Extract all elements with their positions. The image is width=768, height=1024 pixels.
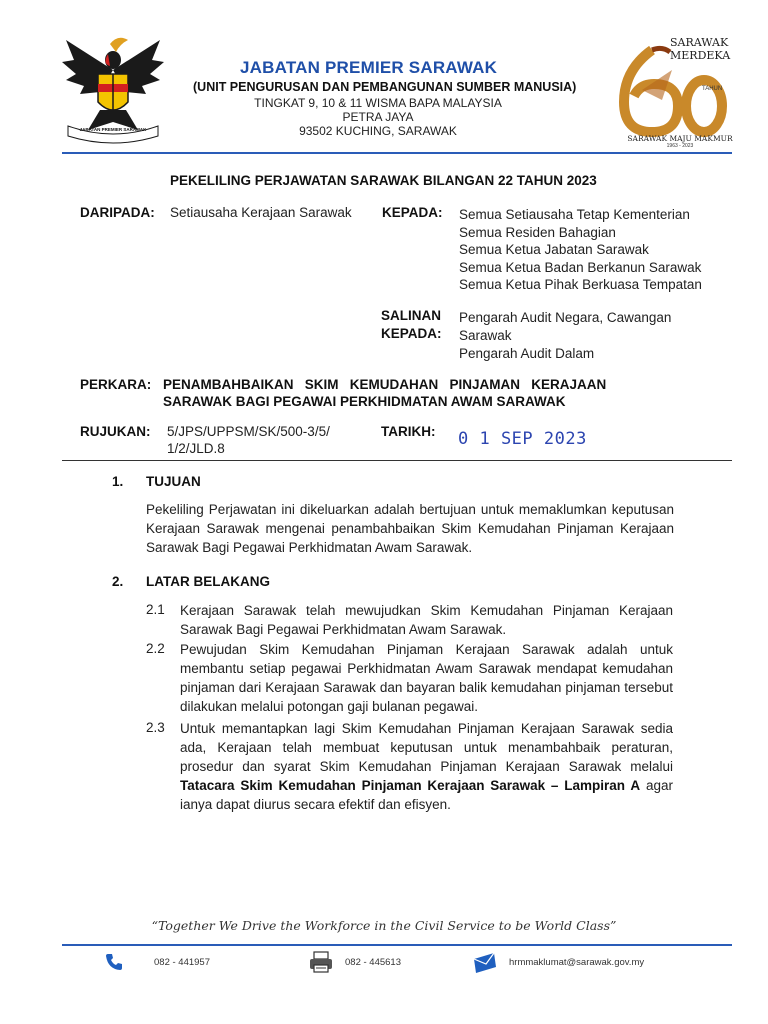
state-crest: [58, 30, 168, 145]
email-address[interactable]: hrmmaklumat@sarawak.gov.my: [509, 957, 645, 968]
address-line-3: 93502 KUCHING, SARAWAK: [299, 124, 457, 138]
kepada-item: Semua Setiausaha Tetap Kementerian: [459, 207, 690, 222]
para-2-2-text: Pewujudan Skim Kemudahan Pinjaman Kerajaan Sarawak adalah untuk membantu setiap pegawai Perkhidmatan Awam Sarawak mendapat kemudahan pinjaman dari Kerajaan Sarawak dan bayaran balik kemudahan pinjaman tersebut dilakukan melalui potongan gaji bulanan pegawai.: [180, 642, 673, 714]
salinan-label: SALINAN: [381, 308, 441, 323]
kepada-item: Semua Residen Bahagian: [459, 224, 616, 240]
logo-motto: SARAWAK MAJU MAKMUR: [627, 134, 733, 143]
para-2-3-text-b: agar ianya dapat diurus secara efektif dan efisyen.: [180, 778, 673, 812]
fax-number: 082 - 445613: [345, 957, 401, 968]
fax-icon: [309, 951, 333, 978]
daripada-value: Setiausaha Kerajaan Sarawak: [170, 205, 352, 220]
salinan-item: Pengarah Audit Dalam: [459, 346, 595, 361]
logo-tahun: TAHUN: [702, 86, 723, 92]
kepada-item: Semua Ketua Badan Berkanun Sarawak: [459, 259, 702, 275]
rujukan-line-2: 1/2/JLD.8: [167, 441, 225, 456]
salinan-kepada-label: KEPADA:: [381, 326, 442, 341]
header-divider: [62, 152, 732, 154]
para-2-1-number: 2.1: [146, 602, 165, 617]
section-1-number: 1.: [112, 474, 124, 489]
address-line-1: TINGKAT 9, 10 & 11 WISMA BAPA MALAYSIA: [254, 96, 502, 110]
salinan-item: Pengarah Audit Negara, Cawangan: [459, 310, 672, 325]
footer-motto: “Together We Drive the Workforce in the Civil Service to be World Class”: [151, 918, 617, 933]
lampiran-a-reference: Tatacara Skim Kemudahan Pinjaman Kerajaan Sarawak – Lampiran A: [180, 778, 641, 793]
para-2-3-text-a: Untuk memantapkan lagi Skim Kemudahan Pinjaman Kerajaan Sarawak sedia ada, Kerajaan telah membuat keputusan untuk menambahbaik peraturan, prosedur dan syarat Skim Kemudahan Pinjaman Kerajaan Sarawak melalui: [180, 721, 673, 774]
section-2-heading: LATAR BELAKANG: [146, 574, 270, 589]
sarawak-60-logo: [612, 30, 742, 150]
perkara-label: PERKARA:: [80, 377, 152, 392]
phone-number: 082 - 441957: [154, 957, 210, 968]
salinan-list: [459, 309, 671, 363]
rujukan-line-1: 5/JPS/UPPSM/SK/500-3/5/: [167, 424, 330, 439]
logo-years: 1963 - 2023: [666, 143, 694, 149]
section-1-heading: TUJUAN: [146, 474, 201, 489]
kepada-label: KEPADA:: [382, 205, 443, 220]
para-2-1-text: Kerajaan Sarawak telah mewujudkan Skim Kemudahan Pinjaman Kerajaan Sarawak Bagi Pegawai Perkhidmatan Awam Sarawak.: [180, 603, 673, 637]
section-2-number: 2.: [112, 574, 124, 589]
section-1-text: Pekeliling Perjawatan ini dikeluarkan adalah bertujuan untuk memaklumkan keputusan Kerajaan Sarawak mengenai penambahbaikan Skim Kemudahan Pinjaman Kerajaan Sarawak Bagi Pegawai Perkhidmatan Awam Sarawak.: [146, 502, 674, 555]
logo-title-mid: MERDEKA: [670, 49, 731, 62]
logo-title-top: SARAWAK: [670, 36, 729, 49]
kepada-list: [459, 206, 702, 294]
department-title: JABATAN PREMIER SARAWAK: [240, 58, 498, 77]
para-2-3-text: [180, 719, 673, 814]
section-divider: [62, 460, 732, 461]
address-line-2: PETRA JAYA: [342, 110, 414, 124]
email-icon: [472, 951, 498, 978]
kepada-item: Semua Ketua Jabatan Sarawak: [459, 242, 649, 257]
daripada-label: DARIPADA:: [80, 205, 155, 220]
perkara-line-2: SARAWAK BAGI PEGAWAI PERKHIDMATAN AWAM SARAWAK: [163, 394, 566, 409]
document-title: PEKELILING PERJAWATAN SARAWAK BILANGAN 22 TAHUN 2023: [170, 173, 597, 188]
kepada-item: Semua Ketua Pihak Berkuasa Tempatan: [459, 277, 702, 292]
unit-subtitle: (UNIT PENGURUSAN DAN PEMBANGUNAN SUMBER MANUSIA): [193, 80, 577, 94]
rujukan-label: RUJUKAN:: [80, 424, 151, 439]
para-2-3-number: 2.3: [146, 720, 165, 735]
salinan-item: Sarawak: [459, 328, 512, 343]
perkara-line-1: PENAMBAHBAIKAN SKIM KEMUDAHAN PINJAMAN KERAJAAN: [163, 377, 607, 392]
footer-divider: [62, 944, 732, 946]
crest-ribbon-text: JABATAN PREMIER SARAWAK: [79, 127, 147, 132]
date-stamp: 0 1 SEP 2023: [458, 429, 587, 449]
phone-icon: [104, 952, 124, 977]
tarikh-label: TARIKH:: [381, 424, 436, 439]
para-2-2-number: 2.2: [146, 641, 165, 656]
